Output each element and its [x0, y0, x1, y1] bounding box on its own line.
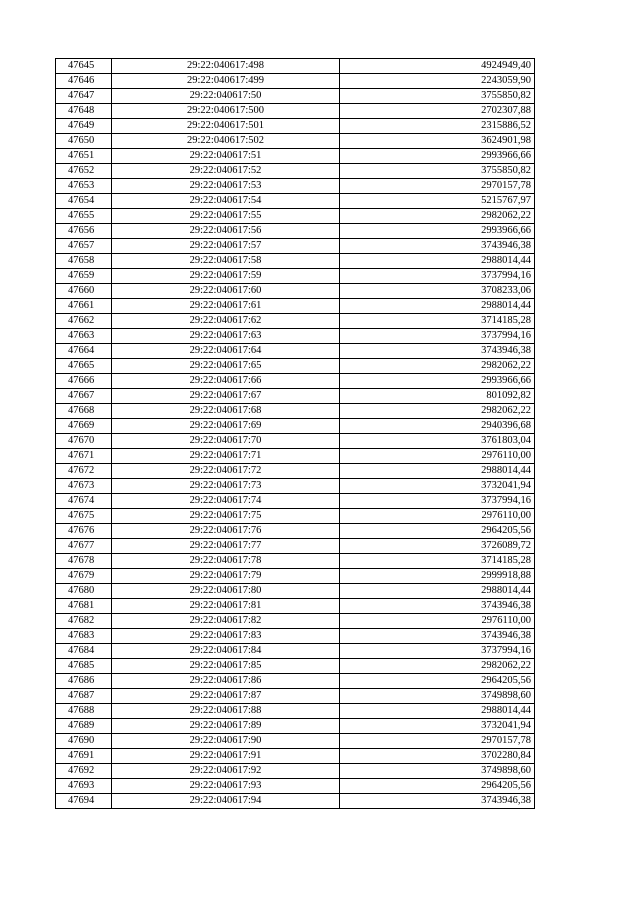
- cadastral-number-cell: 29:22:040617:94: [112, 794, 340, 809]
- cadastral-number-cell: 29:22:040617:90: [112, 734, 340, 749]
- cadastral-number-cell: 29:22:040617:67: [112, 389, 340, 404]
- cadastral-number-cell: 29:22:040617:56: [112, 224, 340, 239]
- row-number-cell: 47675: [56, 509, 112, 524]
- table-row: [56, 569, 535, 584]
- cadastral-value-cell: 3726089,72: [340, 539, 535, 554]
- table-row: [56, 224, 535, 239]
- row-number-cell: 47688: [56, 704, 112, 719]
- table-row: [56, 614, 535, 629]
- row-number-cell: 47692: [56, 764, 112, 779]
- cadastral-value-cell: 3755850,82: [340, 89, 535, 104]
- cadastral-number-cell: 29:22:040617:58: [112, 254, 340, 269]
- row-number-cell: 47691: [56, 749, 112, 764]
- cadastral-number-cell: 29:22:040617:66: [112, 374, 340, 389]
- table-row: [56, 779, 535, 794]
- cadastral-number-cell: 29:22:040617:55: [112, 209, 340, 224]
- row-number-cell: 47656: [56, 224, 112, 239]
- cadastral-value-cell: 2988014,44: [340, 704, 535, 719]
- cadastral-number-cell: 29:22:040617:83: [112, 629, 340, 644]
- table-row: [56, 644, 535, 659]
- row-number-cell: 47672: [56, 464, 112, 479]
- cadastral-number-cell: 29:22:040617:93: [112, 779, 340, 794]
- cadastral-value-cell: 3737994,16: [340, 644, 535, 659]
- cadastral-number-cell: 29:22:040617:63: [112, 329, 340, 344]
- cadastral-value-table: [55, 58, 535, 809]
- cadastral-value-cell: 3732041,94: [340, 479, 535, 494]
- cadastral-number-cell: 29:22:040617:76: [112, 524, 340, 539]
- table-row: [56, 89, 535, 104]
- row-number-cell: 47653: [56, 179, 112, 194]
- row-number-cell: 47680: [56, 584, 112, 599]
- cadastral-number-cell: 29:22:040617:87: [112, 689, 340, 704]
- cadastral-number-cell: 29:22:040617:57: [112, 239, 340, 254]
- cadastral-number-cell: 29:22:040617:70: [112, 434, 340, 449]
- cadastral-number-cell: 29:22:040617:50: [112, 89, 340, 104]
- table-row: [56, 284, 535, 299]
- cadastral-value-cell: 2988014,44: [340, 254, 535, 269]
- row-number-cell: 47682: [56, 614, 112, 629]
- table-row: [56, 659, 535, 674]
- row-number-cell: 47676: [56, 524, 112, 539]
- table-row: [56, 404, 535, 419]
- table-row: [56, 269, 535, 284]
- row-number-cell: 47663: [56, 329, 112, 344]
- row-number-cell: 47674: [56, 494, 112, 509]
- cadastral-number-cell: 29:22:040617:52: [112, 164, 340, 179]
- cadastral-number-cell: 29:22:040617:68: [112, 404, 340, 419]
- cadastral-value-cell: 2976110,00: [340, 449, 535, 464]
- row-number-cell: 47657: [56, 239, 112, 254]
- cadastral-number-cell: 29:22:040617:80: [112, 584, 340, 599]
- table-row: [56, 494, 535, 509]
- row-number-cell: 47647: [56, 89, 112, 104]
- table-row: [56, 389, 535, 404]
- cadastral-value-cell: 2988014,44: [340, 584, 535, 599]
- table-row: [56, 524, 535, 539]
- cadastral-value-cell: 2999918,88: [340, 569, 535, 584]
- table-row: [56, 119, 535, 134]
- cadastral-number-cell: 29:22:040617:501: [112, 119, 340, 134]
- cadastral-value-cell: 2970157,78: [340, 179, 535, 194]
- cadastral-number-cell: 29:22:040617:88: [112, 704, 340, 719]
- cadastral-number-cell: 29:22:040617:60: [112, 284, 340, 299]
- cadastral-value-cell: 3737994,16: [340, 269, 535, 284]
- table-row: [56, 449, 535, 464]
- cadastral-number-cell: 29:22:040617:72: [112, 464, 340, 479]
- cadastral-value-cell: 3702280,84: [340, 749, 535, 764]
- table-row: [56, 434, 535, 449]
- cadastral-value-cell: 3737994,16: [340, 494, 535, 509]
- cadastral-number-cell: 29:22:040617:51: [112, 149, 340, 164]
- row-number-cell: 47651: [56, 149, 112, 164]
- cadastral-number-cell: 29:22:040617:77: [112, 539, 340, 554]
- row-number-cell: 47652: [56, 164, 112, 179]
- cadastral-number-cell: 29:22:040617:502: [112, 134, 340, 149]
- cadastral-number-cell: 29:22:040617:500: [112, 104, 340, 119]
- cadastral-number-cell: 29:22:040617:54: [112, 194, 340, 209]
- row-number-cell: 47648: [56, 104, 112, 119]
- table-row: [56, 764, 535, 779]
- cadastral-value-cell: 2982062,22: [340, 404, 535, 419]
- row-number-cell: 47662: [56, 314, 112, 329]
- row-number-cell: 47655: [56, 209, 112, 224]
- row-number-cell: 47659: [56, 269, 112, 284]
- cadastral-number-cell: 29:22:040617:91: [112, 749, 340, 764]
- row-number-cell: 47645: [56, 59, 112, 74]
- cadastral-value-cell: 2964205,56: [340, 674, 535, 689]
- table-row: [56, 554, 535, 569]
- cadastral-value-cell: 2993966,66: [340, 374, 535, 389]
- cadastral-value-cell: 3714185,28: [340, 314, 535, 329]
- cadastral-number-cell: 29:22:040617:75: [112, 509, 340, 524]
- table-row: [56, 704, 535, 719]
- table-row: [56, 374, 535, 389]
- cadastral-number-cell: 29:22:040617:89: [112, 719, 340, 734]
- table-row: [56, 344, 535, 359]
- row-number-cell: 47689: [56, 719, 112, 734]
- table-body: [56, 59, 535, 809]
- cadastral-value-cell: 3743946,38: [340, 344, 535, 359]
- table-row: [56, 314, 535, 329]
- table-row: [56, 719, 535, 734]
- cadastral-value-cell: 3755850,82: [340, 164, 535, 179]
- row-number-cell: 47678: [56, 554, 112, 569]
- row-number-cell: 47660: [56, 284, 112, 299]
- table-row: [56, 134, 535, 149]
- table-row: [56, 359, 535, 374]
- table-row: [56, 419, 535, 434]
- row-number-cell: 47679: [56, 569, 112, 584]
- cadastral-value-cell: 5215767,97: [340, 194, 535, 209]
- table-row: [56, 254, 535, 269]
- row-number-cell: 47685: [56, 659, 112, 674]
- table-row: [56, 479, 535, 494]
- cadastral-value-cell: 801092,82: [340, 389, 535, 404]
- row-number-cell: 47646: [56, 74, 112, 89]
- table-row: [56, 74, 535, 89]
- cadastral-value-cell: 2982062,22: [340, 659, 535, 674]
- cadastral-number-cell: 29:22:040617:84: [112, 644, 340, 659]
- row-number-cell: 47654: [56, 194, 112, 209]
- cadastral-number-cell: 29:22:040617:62: [112, 314, 340, 329]
- row-number-cell: 47673: [56, 479, 112, 494]
- table-row: [56, 584, 535, 599]
- row-number-cell: 47667: [56, 389, 112, 404]
- row-number-cell: 47669: [56, 419, 112, 434]
- table-row: [56, 239, 535, 254]
- table-row: [56, 59, 535, 74]
- table-row: [56, 179, 535, 194]
- row-number-cell: 47670: [56, 434, 112, 449]
- row-number-cell: 47677: [56, 539, 112, 554]
- cadastral-value-cell: 3749898,60: [340, 764, 535, 779]
- row-number-cell: 47694: [56, 794, 112, 809]
- cadastral-number-cell: 29:22:040617:92: [112, 764, 340, 779]
- cadastral-value-cell: 2993966,66: [340, 224, 535, 239]
- cadastral-value-cell: 2976110,00: [340, 509, 535, 524]
- table-row: [56, 149, 535, 164]
- row-number-cell: 47683: [56, 629, 112, 644]
- row-number-cell: 47665: [56, 359, 112, 374]
- table-row: [56, 329, 535, 344]
- table-row: [56, 209, 535, 224]
- cadastral-value-cell: 2988014,44: [340, 464, 535, 479]
- row-number-cell: 47684: [56, 644, 112, 659]
- cadastral-value-cell: 2964205,56: [340, 524, 535, 539]
- cadastral-number-cell: 29:22:040617:69: [112, 419, 340, 434]
- row-number-cell: 47664: [56, 344, 112, 359]
- cadastral-number-cell: 29:22:040617:61: [112, 299, 340, 314]
- cadastral-value-cell: 3749898,60: [340, 689, 535, 704]
- cadastral-value-cell: 2940396,68: [340, 419, 535, 434]
- table-row: [56, 299, 535, 314]
- cadastral-number-cell: 29:22:040617:64: [112, 344, 340, 359]
- cadastral-number-cell: 29:22:040617:78: [112, 554, 340, 569]
- cadastral-number-cell: 29:22:040617:81: [112, 599, 340, 614]
- cadastral-number-cell: 29:22:040617:65: [112, 359, 340, 374]
- cadastral-value-cell: 2702307,88: [340, 104, 535, 119]
- cadastral-number-cell: 29:22:040617:86: [112, 674, 340, 689]
- row-number-cell: 47649: [56, 119, 112, 134]
- row-number-cell: 47690: [56, 734, 112, 749]
- row-number-cell: 47666: [56, 374, 112, 389]
- cadastral-value-cell: 3743946,38: [340, 794, 535, 809]
- cadastral-number-cell: 29:22:040617:498: [112, 59, 340, 74]
- cadastral-value-cell: 3732041,94: [340, 719, 535, 734]
- cadastral-value-cell: 2315886,52: [340, 119, 535, 134]
- table-row: [56, 629, 535, 644]
- table-row: [56, 749, 535, 764]
- cadastral-number-cell: 29:22:040617:59: [112, 269, 340, 284]
- cadastral-value-cell: 2982062,22: [340, 359, 535, 374]
- cadastral-value-cell: 2970157,78: [340, 734, 535, 749]
- cadastral-value-cell: 3708233,06: [340, 284, 535, 299]
- cadastral-value-cell: 2988014,44: [340, 299, 535, 314]
- table-row: [56, 164, 535, 179]
- cadastral-number-cell: 29:22:040617:499: [112, 74, 340, 89]
- cadastral-value-cell: 3743946,38: [340, 599, 535, 614]
- row-number-cell: 47668: [56, 404, 112, 419]
- row-number-cell: 47658: [56, 254, 112, 269]
- table-row: [56, 794, 535, 809]
- cadastral-number-cell: 29:22:040617:53: [112, 179, 340, 194]
- cadastral-value-cell: 2993966,66: [340, 149, 535, 164]
- table-row: [56, 599, 535, 614]
- row-number-cell: 47693: [56, 779, 112, 794]
- table-row: [56, 734, 535, 749]
- cadastral-number-cell: 29:22:040617:85: [112, 659, 340, 674]
- cadastral-value-cell: 2243059,90: [340, 74, 535, 89]
- cadastral-value-cell: 3624901,98: [340, 134, 535, 149]
- row-number-cell: 47687: [56, 689, 112, 704]
- row-number-cell: 47661: [56, 299, 112, 314]
- cadastral-value-cell: 4924949,40: [340, 59, 535, 74]
- cadastral-number-cell: 29:22:040617:73: [112, 479, 340, 494]
- table-row: [56, 194, 535, 209]
- table-row: [56, 464, 535, 479]
- cadastral-number-cell: 29:22:040617:74: [112, 494, 340, 509]
- cadastral-value-cell: 3761803,04: [340, 434, 535, 449]
- cadastral-number-cell: 29:22:040617:71: [112, 449, 340, 464]
- table-row: [56, 104, 535, 119]
- table-row: [56, 689, 535, 704]
- cadastral-value-cell: 3714185,28: [340, 554, 535, 569]
- cadastral-value-cell: 3743946,38: [340, 239, 535, 254]
- cadastral-value-cell: 3743946,38: [340, 629, 535, 644]
- row-number-cell: 47650: [56, 134, 112, 149]
- table-row: [56, 674, 535, 689]
- row-number-cell: 47671: [56, 449, 112, 464]
- cadastral-value-cell: 3737994,16: [340, 329, 535, 344]
- table-row: [56, 509, 535, 524]
- cadastral-number-cell: 29:22:040617:82: [112, 614, 340, 629]
- table-row: [56, 539, 535, 554]
- cadastral-number-cell: 29:22:040617:79: [112, 569, 340, 584]
- cadastral-value-cell: 2982062,22: [340, 209, 535, 224]
- cadastral-value-cell: 2964205,56: [340, 779, 535, 794]
- row-number-cell: 47681: [56, 599, 112, 614]
- row-number-cell: 47686: [56, 674, 112, 689]
- cadastral-value-cell: 2976110,00: [340, 614, 535, 629]
